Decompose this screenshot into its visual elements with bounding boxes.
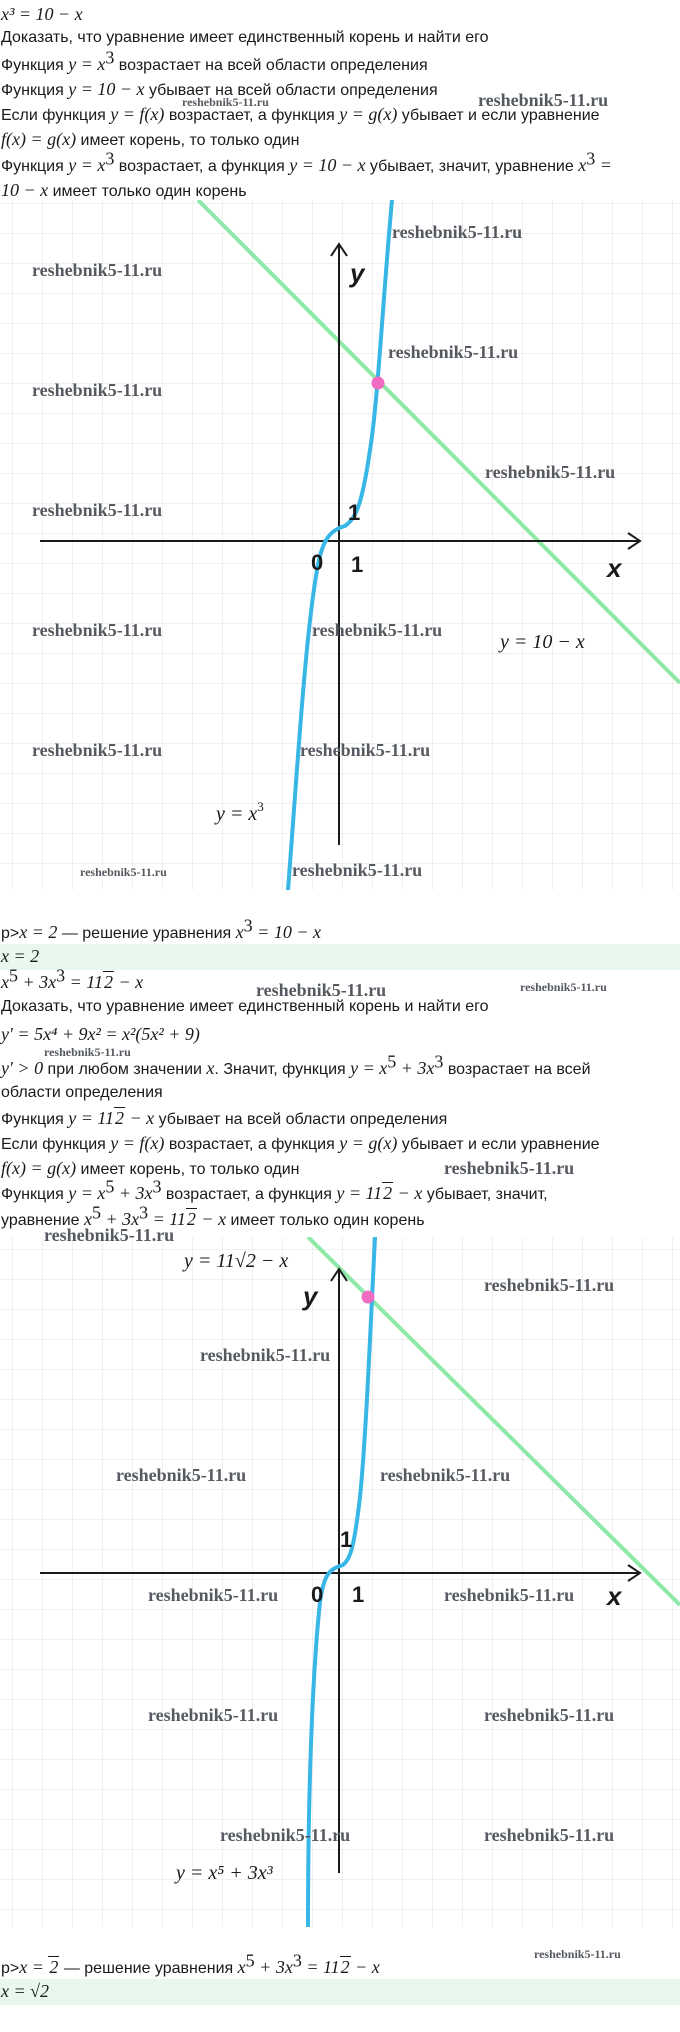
watermark: reshebnik5-11.ru bbox=[32, 260, 163, 280]
line-label: y = 11√2 − x bbox=[184, 1250, 289, 1272]
watermark: reshebnik5-11.ru bbox=[484, 1825, 615, 1845]
task2-line7: f(x) = g(x) имеет корень, то только один bbox=[1, 1158, 300, 1178]
watermark: reshebnik5-11.ru bbox=[380, 1465, 511, 1485]
watermark: reshebnik5-11.ru bbox=[300, 740, 431, 760]
intersection-point bbox=[362, 1291, 375, 1304]
watermark: reshebnik5-11.ru bbox=[80, 865, 167, 879]
watermark: reshebnik5-11.ru bbox=[44, 1225, 175, 1245]
watermark: reshebnik5-11.ru bbox=[148, 1705, 279, 1725]
watermark: reshebnik5-11.ru bbox=[292, 860, 423, 880]
watermark: reshebnik5-11.ru bbox=[388, 342, 519, 362]
y-axis-label: y bbox=[303, 1281, 318, 1311]
task2-statement: Доказать, что уравнение имеет единственный корень и найти его bbox=[1, 998, 489, 1015]
watermark: reshebnik5-11.ru bbox=[32, 620, 163, 640]
task2-answer: x = √2 bbox=[0, 1979, 680, 2005]
task2-line9: уравнение $x^5 + 3x^3 = 112 - x$ имеет только один корень bbox=[1, 1202, 425, 1229]
task1-answer: x = 2 bbox=[0, 944, 680, 970]
task1-line5: f(x) = g(x) имеет корень, то только один bbox=[1, 129, 300, 149]
graph-2 bbox=[0, 1237, 680, 1927]
origin-label: 0 bbox=[311, 1582, 324, 1607]
task1-statement: Доказать, что уравнение имеет единственный корень и найти его bbox=[1, 29, 489, 46]
task1-line3: Функция y = 10 − x убывает на всей области определения bbox=[1, 79, 438, 99]
task1-line2: Функция $y = x^3$ возрастает на всей области определения bbox=[1, 47, 428, 74]
task2-equation: $x^5 + 3x^3 = 112 - x$ bbox=[1, 965, 144, 992]
tick-y-1: 1 bbox=[340, 1527, 353, 1552]
curve-label: $y = x^3$ bbox=[216, 799, 264, 825]
watermark: reshebnik5-11.ru bbox=[444, 1158, 575, 1178]
task2-line3: y′ > 0 при любом значении x. Значит, функция $y = x^5 + 3x^3$ возрастает на всей bbox=[1, 1051, 591, 1078]
task2-line8: Функция $y = x^5 + 3x^3$ возрастает, а функция y = 112 − x убывает, значит, bbox=[1, 1176, 548, 1203]
watermark: reshebnik5-11.ru bbox=[148, 1585, 279, 1605]
watermark: reshebnik5-11.ru bbox=[220, 1825, 351, 1845]
watermark: reshebnik5-11.ru bbox=[116, 1465, 247, 1485]
watermark: reshebnik5-11.ru bbox=[478, 90, 609, 110]
watermark: reshebnik5-11.ru bbox=[256, 980, 387, 1000]
origin-label: 0 bbox=[311, 550, 324, 575]
intersection-point bbox=[372, 377, 385, 390]
task1-line7: 10 − x имеет только один корень bbox=[1, 180, 247, 200]
task1-line4: Если функция y = f(x) возрастает, а функция y = g(x) убывает и если уравнение bbox=[1, 104, 600, 124]
task2-derivative: y′ = 5x⁴ + 9x² = x²(5x² + 9) bbox=[1, 1024, 200, 1044]
tick-x-1: 1 bbox=[351, 552, 364, 577]
watermark: reshebnik5-11.ru bbox=[312, 620, 443, 640]
task2-line5: Функция y = 112 − x убывает на всей области определения bbox=[1, 1108, 448, 1128]
task1-equation: x³ = 10 − x bbox=[1, 4, 83, 24]
task1-line6: Функция $y = x^3$ возрастает, а функция y = 10 − x убывает, значит, уравнение $x^3$ = bbox=[1, 148, 612, 175]
task1-answer-text: p>x = 2 — решение уравнения $x^3 = 10 - x$ bbox=[1, 915, 321, 942]
watermark: reshebnik5-11.ru bbox=[32, 500, 163, 520]
watermark: reshebnik5-11.ru bbox=[44, 1045, 131, 1059]
x-axis-label: x bbox=[607, 1581, 622, 1611]
watermark: reshebnik5-11.ru bbox=[444, 1585, 575, 1605]
task2-answer-text: p>x = 2 — решение уравнения $x^5 + 3x^3 = 112 - x$ bbox=[1, 1950, 380, 1977]
watermark: reshebnik5-11.ru bbox=[392, 222, 523, 242]
x-axis-label: x bbox=[607, 553, 622, 583]
curve-label: y = x⁵ + 3x³ bbox=[176, 1862, 273, 1884]
line-label: y = 10 − x bbox=[500, 631, 585, 653]
task2-line6: Если функция y = f(x) возрастает, а функция y = g(x) убывает и если уравнение bbox=[1, 1133, 600, 1153]
watermark: reshebnik5-11.ru bbox=[484, 1275, 615, 1295]
watermark: reshebnik5-11.ru bbox=[32, 740, 163, 760]
watermark: reshebnik5-11.ru bbox=[200, 1345, 331, 1365]
watermark: reshebnik5-11.ru bbox=[485, 462, 616, 482]
graph-1 bbox=[0, 200, 680, 890]
task2-line4: области определения bbox=[1, 1084, 163, 1101]
watermark: reshebnik5-11.ru bbox=[484, 1705, 615, 1725]
watermark: reshebnik5-11.ru bbox=[520, 980, 607, 994]
tick-y-1: 1 bbox=[348, 500, 361, 525]
watermark: reshebnik5-11.ru bbox=[182, 95, 269, 109]
watermark: reshebnik5-11.ru bbox=[534, 1947, 621, 1961]
y-axis-label: y bbox=[350, 258, 365, 288]
tick-x-1: 1 bbox=[352, 1582, 365, 1607]
watermark: reshebnik5-11.ru bbox=[32, 380, 163, 400]
